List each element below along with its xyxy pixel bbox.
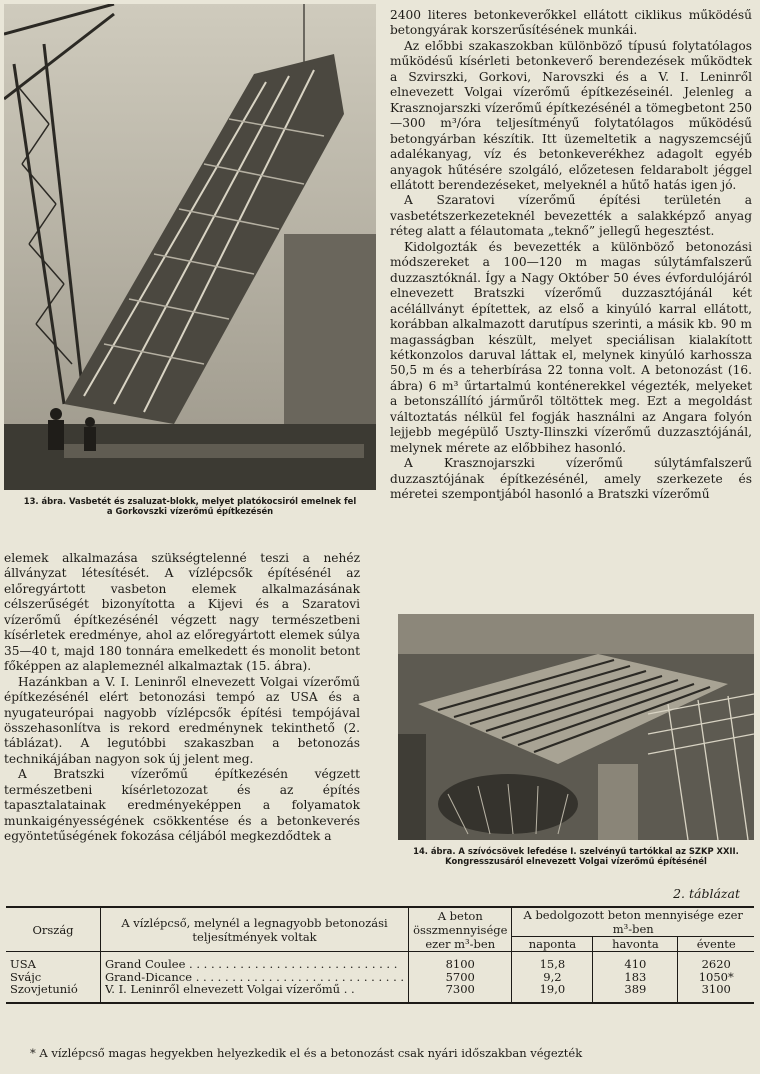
dam-volga-lenin: V. I. Leninről elnevezett Volgai vízerőmű . . [105, 983, 355, 996]
figure-14-caption-line-1: 14. ábra. A szívócsövek lefedése I. szelvényű tartókkal az SZKP XXII. [413, 846, 739, 856]
yearly-usa: 2620 [701, 958, 731, 971]
daily-switzerland: 9,2 [543, 970, 562, 983]
dam-grand-dicance: Grand-Dicance . . . . . . . . . . . . . . . . . . . . . . . . . . . . . [105, 970, 405, 983]
daily-cell [512, 952, 593, 1003]
figure-13-photo [4, 4, 376, 490]
country-usa: USA [10, 958, 36, 971]
right-paragraph-4: Kidolgozták és bevezették a különböző betonozási módszereket a 100—120 m magas súlytámfalszerű duzzasztóknál. Így a Nagy Október 50 éves évfordulójáról elnevezett Bratszki vízerőmű duzzasztójánál két acélállványt építettek, az első a kinyúló karral ellátott, korábban alkalmazott darutípus szerinti, a másik kb. 90 m magasságban készült, melyet speciálisan kialakított kétkonzolos daruval láttak el, melynek kinyúló karhossza 50,5 m és a teherbírása 22 tonna volt. A betonozást (16. ábra) 6 m³ űrtartalmú konténerekkel végezték, melyeket a betonszállító járműről töltöttek meg. Ezt a megoldást változtatás nélkül fel fogják használni az Angara folyón lejjebb megépülő Uszty-Ilinszki vízerőmű duzzasztójánál, melynek mérete az előbbihez hasonló. [390, 239, 752, 455]
right-paragraph-5: A Krasznojarszki vízerőmű súlytámfalszerű duzzasztójának építkezésénél, amely szerkezete és méretei szempontjából hasonló a Bratszki vízerőmű [390, 456, 752, 502]
right-paragraph-1: 2400 literes betonkeverőkkel ellátott ciklikus működésű betongyárak korszerűsítésének munkái. [390, 8, 752, 38]
left-text-column [4, 551, 360, 845]
total-soviet-union: 7300 [445, 983, 475, 996]
figure-14-photo [398, 614, 754, 840]
right-text-column [390, 8, 752, 503]
left-paragraph-2: Hazánkban a V. I. Leninről elnevezett Volgai vízerőmű építkezésénél elért betonozási tempó az USA és a nyugateurópai nagyobb vízlépcsők építési tempójával összehasonlítva is rekord eredménynek tekinthető (2. táblázat). A legutóbbi szakaszban a betonozás technikájában nagyon sok új jelent meg. [4, 674, 360, 766]
total-switzerland: 5700 [445, 970, 475, 983]
table-body-row [6, 952, 754, 1003]
header-yearly: évente [678, 937, 754, 952]
figure-13-caption-line-1: 13. ábra. Vasbetét és zsaluzat-blokk, melyet platókocsiról emelnek fel [23, 496, 357, 506]
monthly-switzerland: 183 [624, 970, 647, 983]
suction-tube-ceiling-illustration [398, 614, 754, 840]
left-paragraph-1: elemek alkalmazása szükségtelenné teszi a nehéz állványzat létesítését. A vízlépcsők építésénél az előregyártott vasbeton elemek alkalmazásának célszerűségét bizonyította a Kijevi és a Szaratovi vízerőmű építkezésénél végzett nagy természetbeni kísérletek eredménye, ahol az előregyártott elemek súlya 35—40 t, majd 180 tonnára emelkedett és monolit betont főképpen az alaplemeznél alkalmaztak (15. ábra). [4, 551, 360, 674]
dam-grand-coulee: Grand Coulee . . . . . . . . . . . . . . . . . . . . . . . . . . . . . [105, 958, 398, 971]
yearly-soviet-union: 3100 [701, 983, 731, 996]
total-cell [409, 952, 512, 1003]
header-monthly: havonta [593, 937, 678, 952]
table-footnote: * A vízlépcső magas hegyekben helyezkedik el és a betonozást csak nyári időszakban végezték [30, 1046, 583, 1060]
country-soviet-union: Szovjetunió [10, 983, 78, 996]
crane-lifting-block-illustration [4, 4, 376, 490]
yearly-cell [678, 952, 754, 1003]
header-daily: naponta [512, 937, 593, 952]
header-country: Ország [6, 907, 101, 952]
country-cell [6, 952, 101, 1003]
figure-14-caption [398, 846, 754, 866]
header-total: A beton összmennyisége ezer m³-ben [409, 907, 512, 952]
table-title: 2. táblázat [673, 886, 740, 901]
monthly-usa: 410 [624, 958, 647, 971]
country-switzerland: Svájc [10, 970, 42, 983]
total-usa: 8100 [445, 958, 475, 971]
figure-14-caption-line-2: Kongresszusáról elnevezett Volgai vízerőmű építésénél [445, 856, 707, 866]
daily-usa: 15,8 [539, 958, 566, 971]
header-placed: A bedolgozott beton mennyisége ezer m³-ben [512, 907, 754, 937]
right-paragraph-3: A Szaratovi vízerőmű építési területén a vasbetétszerkezeteknél bevezették a salakképző anyag réteg alatt a félautomata „teknő” jellegű hegesztést. [390, 193, 752, 239]
header-dam: A vízlépcső, melynél a legnagyobb betonozási teljesítmények voltak [101, 907, 409, 952]
left-paragraph-3: A Bratszki vízerőmű építkezésén végzett természetbeni kísérletozozat és az építés tapasztalatainak eredményeképpen a folyamatok munkaigényességének csökkentése és a betonkeverés egyöntetűségének fokozása céljából megkezdődtek a [4, 767, 360, 844]
figure-13-caption-line-2: a Gorkovszki vízerőmű építkezésén [106, 506, 274, 516]
daily-soviet-union: 19,0 [539, 983, 566, 996]
right-paragraph-2: Az előbbi szakaszokban különböző típusú folytatólagos működésű kísérleti betonkeverő berendezések működtek a Szvirszki, Gorkovi, Narovszki és a V. I. Leninről elnevezett Volgai vízerőmű építkezéseinél. Jelenleg a Krasznojarszki vízerőmű építkezésénél a tömegbetont 250—300 m³/óra teljesítményű folytatólagos működésű betongyárban készítik. Itt üzemeltetik a nagyszemcséjű adalékanyag, víz és betonkeverékhez adagolt egyéb anyagok hűtésére szolgáló, előzetesen feldarabolt jéggel ellátott berendezéseket, melyeknél a hűtő hatás igen jó. [390, 38, 752, 192]
monthly-cell [593, 952, 678, 1003]
dam-cell [101, 952, 409, 1003]
table-header-row [6, 907, 754, 937]
concrete-output-table [6, 906, 754, 1004]
figure-13-caption [4, 496, 376, 516]
yearly-switzerland: 1050* [698, 970, 734, 983]
monthly-soviet-union: 389 [624, 983, 647, 996]
